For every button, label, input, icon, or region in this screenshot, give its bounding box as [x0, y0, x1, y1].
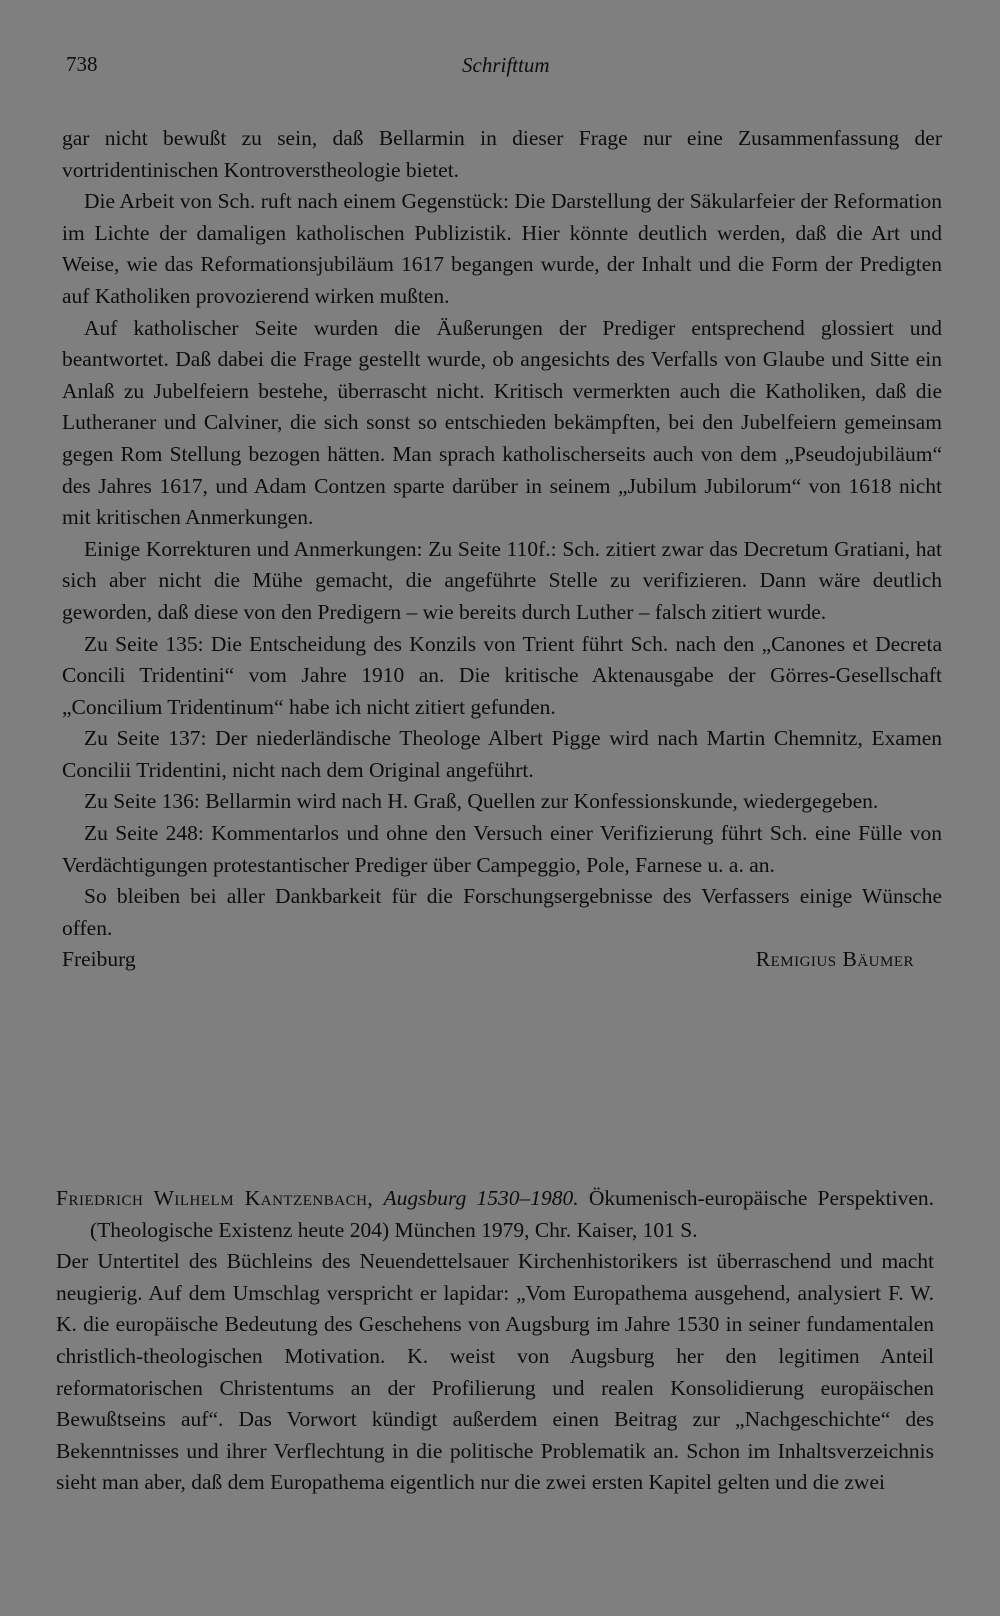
signature: [62, 944, 942, 976]
paragraph: Zu Seite 136: Bellarmin wird nach H. Graß, Quellen zur Konfessionskunde, wiedergegeben.: [84, 789, 879, 814]
running-title: Schrifttum: [462, 53, 550, 77]
main-text: [62, 123, 942, 976]
signature-place: Freiburg: [62, 947, 136, 972]
paragraph: gar nicht bewußt zu sein, daß Bellarmin in dieser Frage nur eine Zusammenfassung der vortridentinischen Kontroverstheologie bietet.: [62, 126, 942, 182]
paragraph: Einige Korrekturen und Anmerkungen: Zu Seite 110f.: Sch. zitiert zwar das Decretum Gratiani, hat sich aber nicht die Mühe gemacht, die angeführte Stelle zu verifizieren. Dann wäre deutlich geworden, daß diese von den Predigern – wie bereits durch Luther – falsch zitiert wurde.: [62, 536, 942, 624]
paragraph: So bleiben bei aller Dankbarkeit für die Forschungsergebnisse des Verfassers einige Wünsche offen.: [62, 884, 942, 940]
signature-author: Remigius Bäumer: [755, 947, 914, 972]
review-bibliographic-details: Ökumenisch-europäische Perspektiven. (Theologische Existenz heute 204) München 1979, Chr. Kaiser, 101 S.: [90, 1186, 934, 1242]
paragraph: Zu Seite 137: Der niederländische Theologe Albert Pigge wird nach Martin Chemnitz, Examen Concilii Tridentini, nicht nach dem Original angeführt.: [62, 726, 942, 782]
paragraph: Zu Seite 135: Die Entscheidung des Konzils von Trient führt Sch. nach den „Canones et Decreta Concili Tridentini“ vom Jahre 1910 an. Die kritische Aktenausgabe der Görres-Gesellschaft „Concilium Tridentinum“ habe ich nicht zitiert gefunden.: [62, 631, 942, 719]
review-author: Friedrich Wilhelm Kantzenbach,: [56, 1186, 374, 1210]
paragraph: Auf katholischer Seite wurden die Äußerungen der Prediger entsprechend glossiert und beantwortet. Daß dabei die Frage gestellt wurde, ob angesichts des Verfalls von Glaube und Sitte ein Anlaß zu Jubelfeiern bestehe, überrascht nicht. Kritisch vermerkten auch die Katholiken, daß die Lutheraner und Calviner, die sich sonst so entschieden bekämpften, bei den Jubelfeiern gemeinsam gegen Rom Stellung bezogen hätten. Man sprach katholischerseits auch von dem „Pseudojubiläum“ des Jahres 1617, und Adam Contzen sparte darüber in seinem „Jubilum Jubilorum“ von 1618 nicht mit kritischen Anmerkungen.: [62, 315, 942, 530]
paragraph: Die Arbeit von Sch. ruft nach einem Gegenstück: Die Darstellung der Säkularfeier der Reformation im Lichte der damaligen katholischen Publizistik. Hier könnte deutlich werden, daß die Art und Weise, wie das Reformationsjubiläum 1617 begangen wurde, der Inhalt und die Form der Predigten auf Katholiken provozierend wirken mußten.: [62, 189, 942, 308]
paragraph: Zu Seite 248: Kommentarlos und ohne den Versuch einer Verifizierung führt Sch. eine Fülle von Verdächtigungen protestantischer Prediger über Campeggio, Pole, Farnese u. a. an.: [62, 821, 942, 877]
book-review: [56, 1183, 934, 1499]
review-text: Der Untertitel des Büchleins des Neuendettelsauer Kirchenhistorikers ist überraschend und macht neugierig. Auf dem Umschlag verspricht er lapidar: „Vom Europathema ausgehend, analysiert F. W. K. die europäische Bedeutung des Geschehens von Augsburg im Jahre 1530 in seiner fundamentalen christlich-theologischen Motivation. K. weist von Augsburg her den legitimen Anteil reformatorischen Christentums an der Profilierung und realen Konsolidierung europäischen Bewußtseins auf“. Das Vorwort kündigt außerdem einen Beitrag zur „Nachgeschichte“ des Bekenntnisses und ihrer Verflechtung in die politische Problematik an. Schon im Inhaltsverzeichnis sieht man aber, daß dem Europathema eigentlich nur die zwei ersten Kapitel gelten und die zwei: [56, 1249, 934, 1495]
page-number: 738: [66, 52, 98, 76]
review-heading: [56, 1183, 934, 1246]
page-header: [66, 52, 556, 82]
review-book-title: Augsburg 1530–1980.: [383, 1186, 579, 1210]
